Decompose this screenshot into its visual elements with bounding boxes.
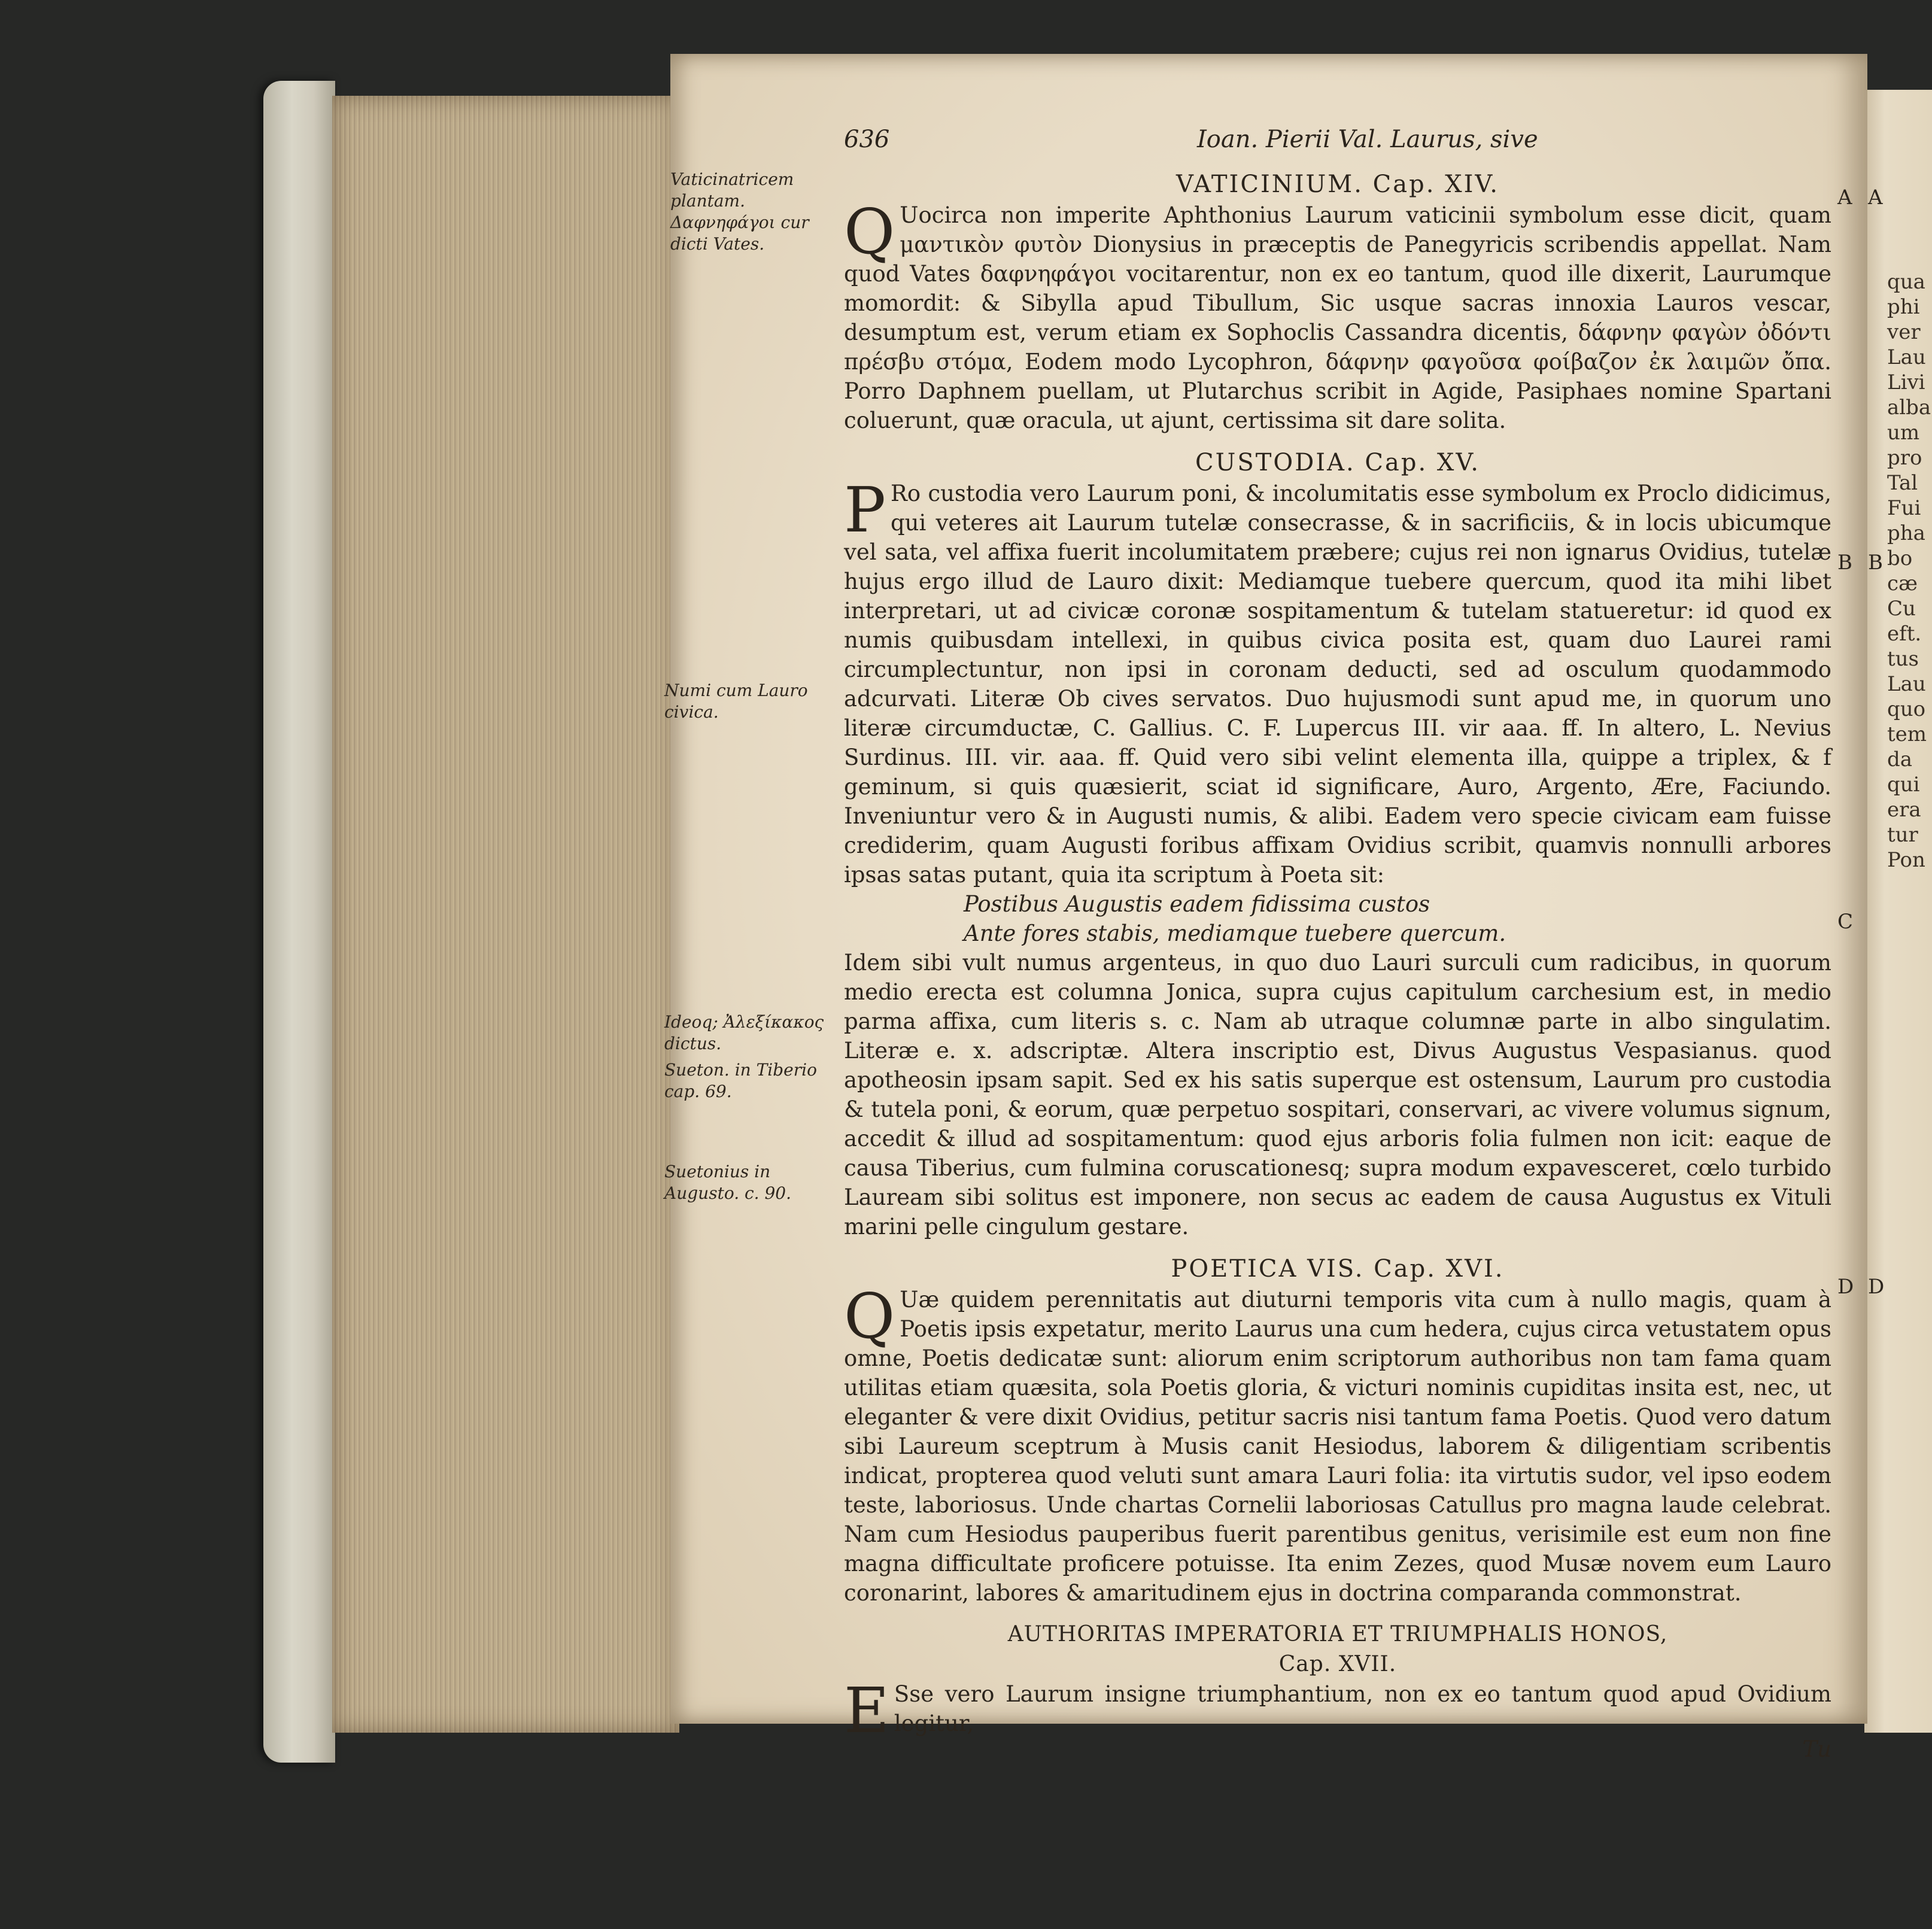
chapter-heading: POETICA VIS. Cap. XVI. [1171,1255,1505,1283]
margin-note: Sueton. in Tiberio cap. 69. [664,1060,817,1101]
paragraph-text: Idem sibi vult numus argenteus, in quo duo Lauri surculi cum radicibus, in quorum medio erecta est columna Jonica, supra cujus capitulum carchesium est, in medio parma affixa, cum literis s. c. Nam ab utraque columnæ parte in albo singulatim. Literæ e. x. adscriptæ. Altera inscriptio est, Divus Augustus Vespasianus. quod apotheosin ipsam sapit. Sed ex his satis superque est ostensum, Laurum pro custodia & tutela poni, & eorum, quæ perpetuo sospitari, conservari, ac vivere volumus signum, accedit & illud ad sospitamentum: quod ejus arboris folia fulmen non icit: eaque de causa Tiberius, cum fulmina coruscationesq; supra modum expavesceret, cœlo turbido Lauream sibi solitus est imponere, non secus ac eadem de causa Augustus ex Vituli marini pelle cingulum gestare. [844,950,1831,1240]
drop-cap: Q [844,195,895,268]
side-letter-c: C [1837,910,1854,934]
side-letter-a: A [1837,186,1852,209]
side-letter-b: B [1837,551,1852,575]
side-letter-d: D [1837,1275,1854,1299]
margin-note: Suetonius in Augusto. c. 90. [664,1162,792,1203]
facing-side-letter-d: D [1868,1275,1885,1299]
paragraph [844,473,1831,889]
paragraph-text: Ro custodia vero Laurum poni, & incolumitatis esse symbolum ex Proclo didicimus, qui veteres ait Laurum tutelæ consecrasse, & in sacrificiis, & in locis ubicumque vel sata, vel affixa fuerit incolumitatem præbere; cujus rei non ignarus Ovidius, tutelæ hujus ergo illud de Lauro dixit: Mediamque tuebere quercum, quod ita mihi libet interpretari, ut ad civicæ coronæ sospitamentum & tutelam statueretur: id quod ex numis quibusdam intellexi, in quibus civica posita est, quam duo Laurei rami circumplectuntur, non ipsi in coronam deducti, sed ad osculum quodammodo adcurvati. Literæ Ob cives servatos. Duo hujusmodi sunt apud me, in quorum uno literæ circumductæ, C. Gallius. C. F. Lupercus III. vir aaa. ff. In altero, L. Nevius Surdinus. III. vir. aaa. ff. Quid vero sibi velint elementa illa, quippe a triplex, & f geminum, si quis quæsierit, sciat id significare, Auro, Argento, Ære, Faciundo. Inveniuntur vero & in Augusti numis, & alibi. Eadem vero specie civicam eam fuisse crediderim, quam Augusti foribus affixam Ovidius scribit, quamvis nonnulli arbores ipsas satas putant, quia ita scriptum à Poeta sit: [844,481,1831,888]
left-page [664,54,1867,1762]
page-edges [332,96,679,1733]
facing-side-letter-b: B [1868,551,1883,575]
drop-cap: Q [844,1280,895,1353]
catchword: Tu [1802,1736,1831,1762]
margin-note: Numi cum Lauro civica. [664,681,808,722]
chapter-heading: VATICINIUM. Cap. XIV. [1175,171,1500,198]
paragraph [844,1280,1831,1608]
margin-note: Vaticinatricem plantam. Δαφνηφάγοι cur dicti Vates. [670,169,809,254]
chapter-number: Cap. XVII. [1278,1652,1397,1676]
facing-page-text: qua phi ver Lau Livi alba um pro Tal Fui pha bo cæ Cu eft. tus Lau quo tem da qui era tur Pon [1887,270,1931,872]
verse-line: Ante fores stabis, mediamque tuebere quercum. [964,921,1506,946]
paragraph-text: Uocirca non imperite Aphthonius Laurum vaticinii symbolum esse dicit, quam μαντικὸν φυτὸν Dionysius in præceptis de Panegyricis scribendis appellat. Nam quod Vates δαφνηφάγοι vocitarentur, non ex eo tantum, quod ille dixerit, Laurumque momordit: & Sibylla apud Tibullum, Sic usque sacras innoxia Lauros vescar, desumptum est, verum etiam ex Sophoclis Cassandra dicentis, δάφνην φαγὼν ὀδόντι πρέσβυ στόμα, Eodem modo Lycophron, δάφνην φαγοῦσα φοίβαζον ἐκ λαιμῶν ὄπα. Porro Daphnem puellam, ut Plutarchus scribit in Agide, Pasiphaes nomine Spartani coluerunt, quæ oracula, ut ajunt, certissima sit dare solita. [844,202,1831,433]
paragraph-text: Uæ quidem perennitatis aut diuturni temporis vita cum à nullo magis, quam à Poetis ipsis expetatur, merito Laurus una cum hedera, cujus circa vetustatem opus omne, Poetis dedicatæ sunt: aliorum enim scriptorum authoribus non tam fama quam utilitas etiam quæsita, sola Poetis gloria, & victuri nominis cupiditas insita est, nec, ut eleganter & vere dixit Ovidius, petitur sacris nisi tantum fama Poetis. Quod vero datum sibi Laureum sceptrum à Musis canit Hesiodus, laborem & diligentiam scribentis indicat, propterea quod veluti sunt amara Lauri folia: ita virtutis sudor, vel ipso eodem teste, laboriosus. Unde chartas Cornelii laboriosas Catullus pro magna laude celebrat. Nam cum Hesiodus pauperibus fuerit parentibus genitus, verisimile est eum non fine magna difficultate proficere potuisse. Ita enim Zezes, quod Musæ novem eum Lauro coronarint, labores & amaritudinem ejus in doctrina comparanda commonstrat. [844,1287,1831,1606]
paragraph-text: Sse vero Laurum insigne triumphantium, non ex eo tantum quod apud Ovidium legitur, [894,1681,1831,1736]
running-title: Ioan. Pierii Val. Laurus, sive [1197,126,1538,153]
chapter-heading: CUSTODIA. Cap. XV. [1195,449,1480,476]
facing-side-letter-a: A [1868,186,1883,209]
main-text [844,168,1831,1764]
verse-line: Postibus Augustis eadem fidissima custos [964,891,1430,917]
paragraph [844,1674,1831,1747]
book-spine [263,81,335,1763]
chapter-heading: AUTHORITAS IMPERATORIA ET TRIUMPHALIS HONOS, [1007,1622,1668,1647]
page-number: 636 [844,126,890,153]
drop-cap: P [844,473,886,546]
drop-cap: E [844,1674,889,1747]
paragraph [844,195,1831,435]
facing-page-fragment [1864,90,1932,1733]
margin-note: Ideoq; Ἀλεξίκακος dictus. [664,1012,824,1053]
